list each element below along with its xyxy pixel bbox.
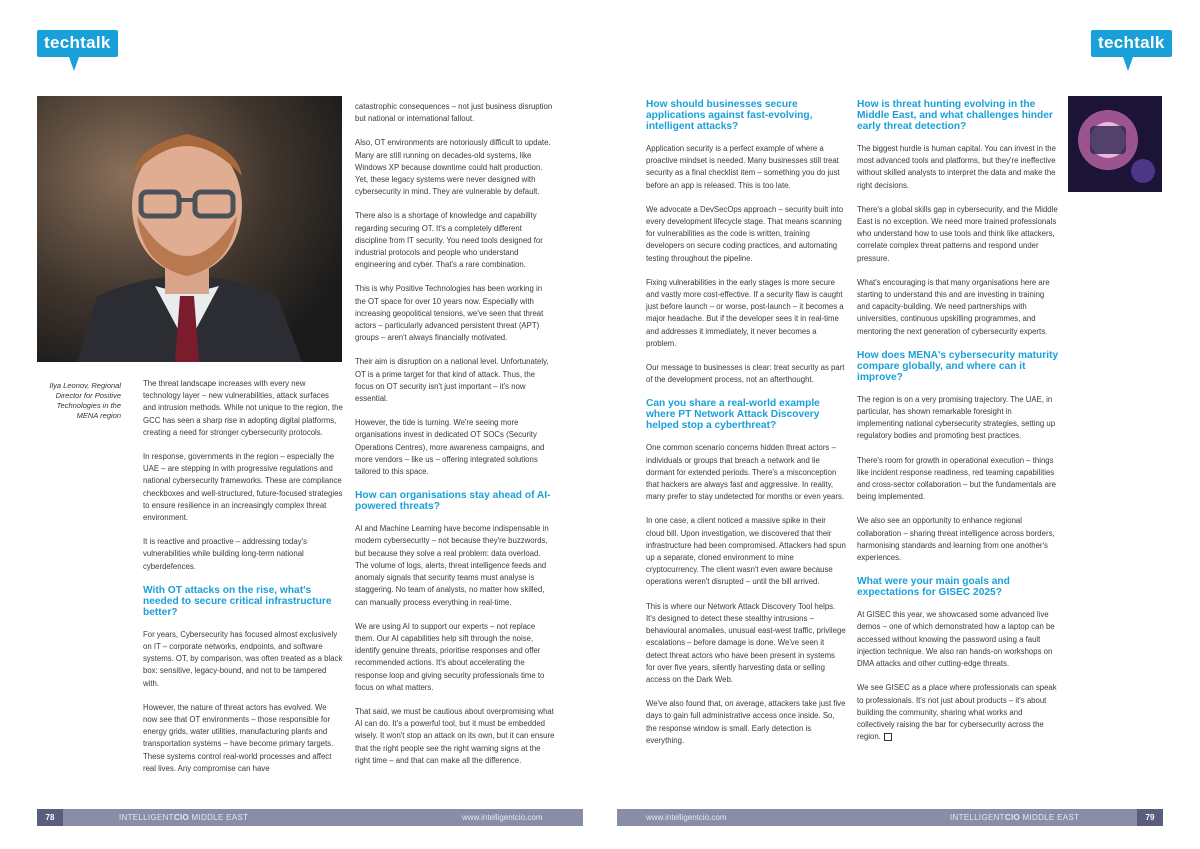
techtalk-logo-left: techtalk [37,30,118,57]
paragraph: The region is on a very promising trajectory. The UAE, in particular, has shown remarkable foresight in implementing national cybersecurity strategies, setting up regulatory bodies and promoting best practices. [857,394,1056,441]
paragraph: What's encouraging is that many organisations here are starting to understand this and are investing in training and capacity-building. We need partnerships with universities, continuous upskilling programmes, and mentoring the next generation of cybersecurity experts. [857,277,1050,336]
techtalk-logo-right: techtalk [1091,30,1172,57]
paragraph: Application security is a perfect example of where a proactive mindset is needed. Many businesses still treat security as a final checklist item – something you do just before an app is released. This is too late. [646,144,840,190]
paragraph: For years, Cybersecurity has focused almost exclusively on IT – corporate networks, endpoints, and software systems. OT, by comparison, was often treated as a black box: sensitive, legacy-bound, and not to be tampered with. [143,629,343,688]
section-heading: How is threat hunting evolving in the Middle East, and what challenges hinder early threat detection? [857,99,1053,132]
paragraph: The biggest hurdle is human capital. You can invest in the most advanced tools and platforms, but they're ineffective without skilled analysts to interpret the data and make the right decisions. [857,144,1056,190]
paragraph: One common scenario concerns hidden threat actors – individuals or groups that breach a network and lie dormant for extended periods. There's a misconception that hackers are always fast and aggressive. In reality, many prefer to stay undetected for months or even years. [646,443,845,502]
section-heading: How can organisations stay ahead of AI-powered threats? [355,490,551,513]
paragraph: It is reactive and proactive – addressing today's vulnerabilities while building long-term national cyberdefences. [143,537,308,571]
paragraph: Their aim is disruption on a national level. Unfortunately, OT is a prime target for that kind of attack. Thus, the focus on OT security isn't just important – it's now essential. [355,357,549,404]
section-heading: Can you share a real-world example where PT Network Attack Discovery helped stop a cyberthreat? [646,398,820,432]
mag-bold: CIO [1004,813,1020,822]
paragraph: There's room for growth in operational execution – things like incident response readiness, red teaming capabilities and cross-sector collaboration – but the fundamentals are being implemented. [857,455,1056,502]
article-column-2 [355,101,555,779]
portrait-photo [37,96,342,362]
paragraph: There's a global skills gap in cybersecurity, and the Middle East is no exception. We need more trained professionals who understand how to use tools and think like attackers, correlate complex threat patterns and respond under pressure. [857,204,1058,263]
paragraph: However, the tide is turning. We're seeing more organisations invest in dedicated OT SOCs (Security Operations Centres), more awareness campaigns, and more vendors – like us – offering integrated solutions tailored to this space. [355,418,545,477]
paragraph: In one case, a client noticed a massive spike in their cloud bill. Upon investigation, we discovered that their infrastructure had been compromised. Attackers had spun up a separate, cloned environment to mine cryptocurrency. The client wasn't even aware because operations weren't disrupted – until the bill arrived. [646,516,846,587]
paragraph: Fixing vulnerabilities in the early stages is more secure and vastly more cost-effective. If a security flaw is caught just before launch – or worse, post-launch – it becomes a major headache. But if the developer sees it in real-time and addresses it immediately, it never becomes a problem. [646,277,844,348]
paragraph: We've also found that, on average, attackers take just five days to gain full administrative access once inside. So, the response window is small. Early detection is everything. [646,699,846,745]
website-link-left[interactable]: www.intelligentcio.com [462,813,543,822]
paragraph: We also see an opportunity to enhance regional collaboration – sharing threat intelligence across borders, harmonising standards and learning from one another's experiences. [857,516,1055,563]
section-heading: How should businesses secure applications against fast-evolving, intelligent attacks? [646,99,813,132]
paragraph: The threat landscape increases with every new technology layer – new vulnerabilities, attack surfaces and intrusion methods. While not unique to the region, the GCC has seen a sharp rise in adopting digital platforms, creating a need for stronger cybersecurity protocols. [143,379,343,437]
magazine-name-right [950,809,1079,826]
paragraph: We advocate a DevSecOps approach – security built into every development lifecycle stage. That means scanning for vulnerabilities as the code is written, training developers on secure coding practices, and automating testing throughout the pipeline. [646,204,844,263]
paragraph: At GISEC this year, we showcased some advanced live demos – one of which demonstrated how a laptop can be accessed without knowing the password using a fault injection technique. We also ran hands-on workshops on DMA attacks and other cutting-edge threats. [857,610,1055,669]
portrait-illustration [37,96,342,362]
paragraph: This is why Positive Technologies has been working in the OT space for over 10 years now. Especially with increasing geopolitical tensions, we've seen that threat actors – particularly advanced persistent threat (APT) groups – aren't always financially motivated. [355,284,544,343]
end-of-article-mark [884,733,892,741]
paragraph: catastrophic consequences – not just business disruption but national or international fallout. [355,102,553,124]
website-link-right[interactable]: www.intelligentcio.com [646,813,727,822]
section-heading: How does MENA's cybersecurity maturity compare globally, and where can it improve? [857,349,1059,383]
magazine-name-left [119,809,248,826]
paragraph: Also, OT environments are notoriously difficult to update. Many are still running on decades-old systems, like Windows XP because downtime could halt production. Yet, these legacy systems were never designed with cybersecurity in mind. They are vulnerable by default. [355,138,551,197]
product-photo [1068,96,1162,192]
paragraph: However, the nature of threat actors has evolved. We now see that OT environments – those responsible for energy grids, water utilities, manufacturing plants and transportation systems – have become primary targets. These systems control real-world processes and affect real lives. Any compromise can have [143,702,334,773]
mag-suffix: MIDDLE EAST [189,813,249,822]
article-column-1 [143,378,343,787]
paragraph: Our message to businesses is clear: treat security as part of the development process, not an afterthought. [646,363,845,385]
paragraph: We are using AI to support our experts – not replace them. Our AI capabilities help sift through the noise, identify genuine threats, prioritise responses and offer recommended actions. It's about accelerating the response loop and giving security professionals time to focus on what matters. [355,621,545,692]
paragraph: That said, we must be cautious about overpromising what AI can do. It's a powerful tool, but it must be embedded wisely. It won't stop an attack on its own, but it can ensure that the right people see the right warning signs at the right time – and that can make all the difference. [355,706,555,765]
paragraph: There also is a shortage of knowledge and capability regarding securing OT. It's a completely different discipline from IT security. You need tools designed for industrial protocols and people who understand engineering and cyber. That's a rare combination. [355,211,543,270]
hardware-illustration [1068,96,1162,192]
footer-left [37,809,583,826]
mag-suffix: MIDDLE EAST [1020,813,1080,822]
paragraph: This is where our Network Attack Discovery Tool helps. It's designed to detect these stealthy intrusions – behavioural anomalies, unusual east-west traffic, privilege escalations – before damage is done. We've seen it detect threat actors who have been present in systems for over five years, silently harvesting data or selling access on the Dark Web. [646,601,846,684]
mag-prefix: INTELLIGENT [119,813,174,822]
section-heading: With OT attacks on the rise, what's needed to secure critical infrastructure better? [143,584,332,618]
footer-right [617,809,1163,826]
page-number-right: 79 [1137,809,1163,826]
paragraph-text: We see GISEC as a place where professionals can speak to professionals. It's not just about products – it's about building the community, sharing what works and collectively raising the bar for cybersecurity across the region. [857,683,1057,742]
article-column-4 [857,99,1059,755]
paragraph: In response, governments in the region – especially the UAE – are stepping in with progressive regulations and national cybersecurity frameworks. These are compliance checkboxes and well-structured, future-focused strategies to ensure resilience in an increasingly complex threat environment. [143,452,343,523]
photo-caption: Ilya Leonov, Regional Director for Positive Technologies in the MENA region [49,381,121,420]
article-column-3 [646,99,846,759]
mag-prefix: INTELLIGENT [950,813,1005,822]
section-heading: What were your main goals and expectations for GISEC 2025? [857,576,1010,599]
paragraph: AI and Machine Learning have become indispensable in modern cybersecurity – not because they're buzzwords, but because they solve a real problem: data overload. The volume of logs, alerts, threat intelligence feeds and anomaly signals that security teams must analyse is staggering. No team of analysts, no matter how skilled, can manually process everything in real-time. [355,524,549,607]
paragraph-final [857,682,1059,743]
mag-bold: CIO [173,813,189,822]
page-number-left: 78 [37,809,63,826]
